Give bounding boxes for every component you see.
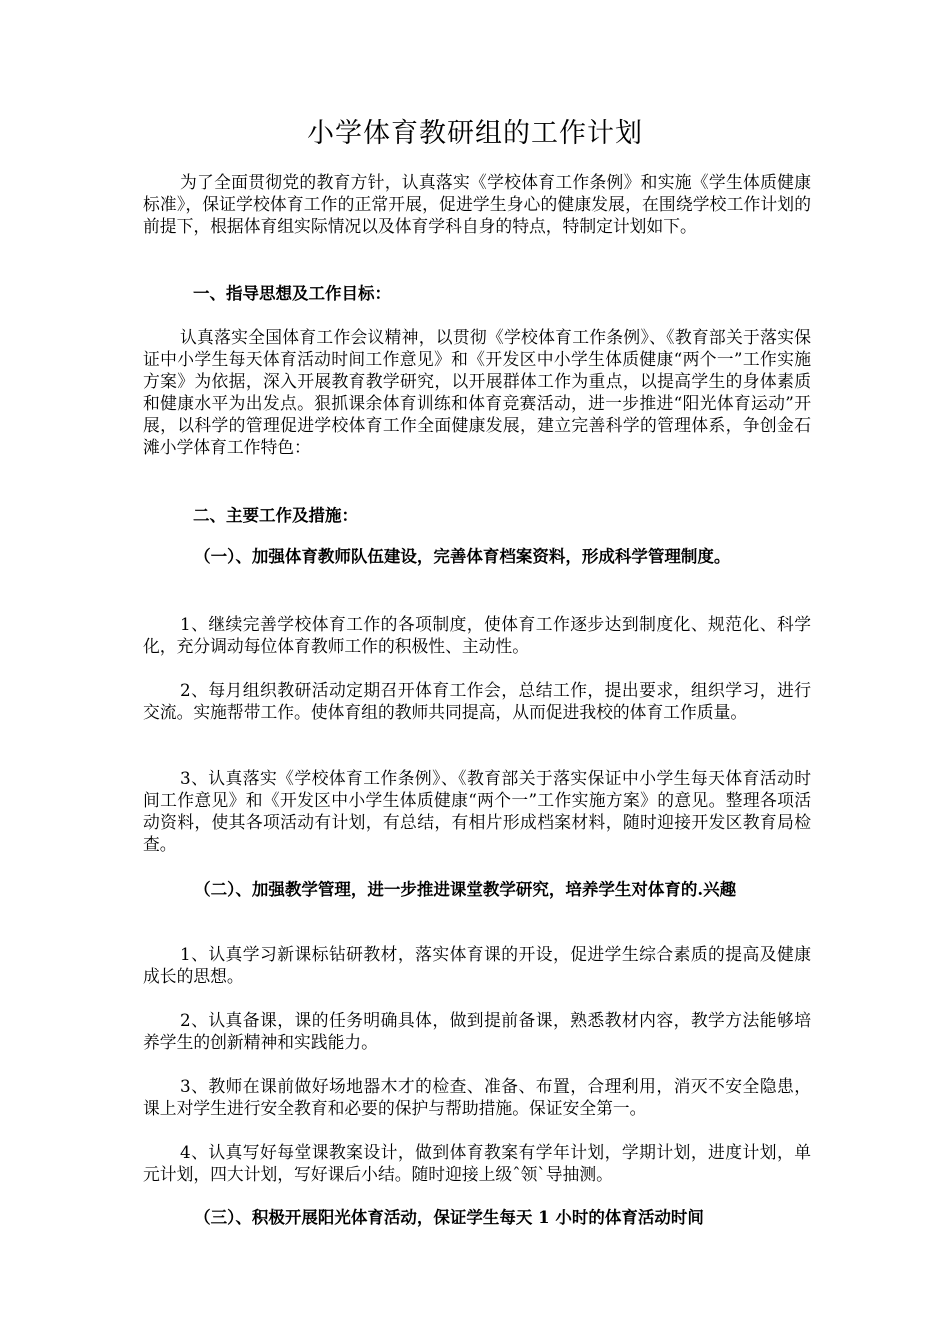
list-item: 2、每月组织教研活动定期召开体育工作会，总结工作，提出要求，组织学习，进行交流。实施帮带工作。使体育组的教师共同提高，从而促进我校的体育工作质量。: [143, 680, 811, 722]
list-item: 2、认真备课，课的任务明确具体，做到提前备课，熟悉教材内容，教学方法能够培养学生的创新精神和实践能力。: [143, 1010, 811, 1052]
list-item: 3、教师在课前做好场地器木才的检查、准备、布置，合理利用，消灭不安全隐患，课上对学生进行安全教育和必要的保护与帮助措施。保证安全第一。: [143, 1076, 811, 1118]
list-item: 1、认真学习新课标钻研教材，落实体育课的开设，促进学生综合素质的提高及健康成长的思想。: [143, 944, 811, 986]
section-heading-guiding-ideas: 一、指导思想及工作目标：: [193, 284, 391, 303]
list-item: 1、继续完善学校体育工作的各项制度，使体育工作逐步达到制度化、规范化、科学化，充分调动每位体育教师工作的积极性、主动性。: [143, 614, 811, 656]
list-item: 3、认真落实《学校体育工作条例》、《教育部关于落实保证中小学生每天体育活动时间工作意见》和《开发区中小学生体质健康“两个一”工作实施方案》的意见。整理各项活动资料，使其各项活动有计划，有总结，有相片形成档案材料，随时迎接开发区教育局检查。: [143, 768, 811, 854]
subsection-heading-sunshine-sports: （三）、积极开展阳光体育活动，保证学生每天 1 小时的体育活动时间: [194, 1208, 704, 1227]
intro-paragraph: 为了全面贯彻党的教育方针，认真落实《学校体育工作条例》和实施《学生体质健康标准》，保证学校体育工作的正常开展，促进学生身心的健康发展，在围绕学校工作计划的前提下，根据体育组实际情况以及体育学科自身的特点，特制定计划如下。: [143, 172, 811, 236]
subsection-heading-teaching-management: （二）、加强教学管理，进一步推进课堂教学研究，培养学生对体育的.兴趣: [194, 880, 737, 899]
subsection-heading-teacher-team: （一）、加强体育教师队伍建设，完善体育档案资料，形成科学管理制度。: [194, 547, 731, 566]
section-heading-main-work: 二、主要工作及措施：: [193, 506, 358, 525]
document-title: 小学体育教研组的工作计划: [307, 118, 643, 149]
section-guiding-ideas-body: 认真落实全国体育工作会议精神，以贯彻《学校体育工作条例》、《教育部关于落实保证中小学生每天体育活动时间工作意见》和《开发区中小学生体质健康“两个一”工作实施方案》为依据，深入开展教育教学研究，以开展群体工作为重点，以提高学生的身体素质和健康水平为出发点。狠抓课余体育训练和体育竞赛活动，进一步推进“阳光体育运动”开展，以科学的管理促进学校体育工作全面健康发展，建立完善科学的管理体系，争创金石滩小学体育工作特色：: [143, 327, 811, 457]
list-item: 4、认真写好每堂课教案设计，做到体育教案有学年计划，学期计划，进度计划，单元计划，四大计划，写好课后小结。随时迎接上级ˆ领ˋ导抽测。: [143, 1142, 811, 1184]
